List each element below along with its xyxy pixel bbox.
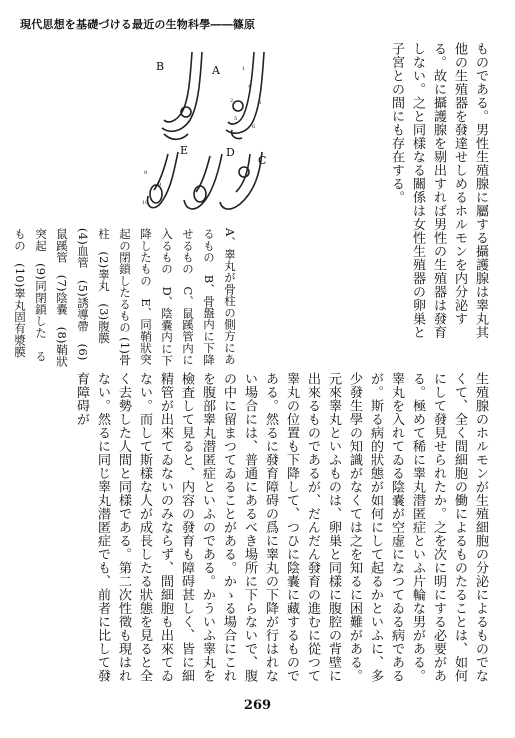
- figure-numbers: [142, 66, 261, 206]
- upper-body-text: ものである。男性生殖腺に屬する攝護腺は睾丸其他の生殖器を發達せしめるホルモンを内分泌する。故に攝護腺を剔出すれば男性の生殖器は發育しない。之と同樣なる關係は女性生殖器の卵巣と子宮との間にも存在する。: [389, 42, 488, 339]
- figure-number-6: 6: [252, 124, 256, 130]
- page-number: 269: [243, 698, 272, 713]
- figure-strokes: [148, 52, 267, 209]
- figure-number-3: 3: [258, 100, 262, 106]
- running-header: 現代思想を基礎づける最近の生物科學――篠原: [20, 18, 256, 31]
- caption-legend: (1)骨柱 (2)睾丸 (3)腹膜 (4)血管 (5)誘導帶 (6)鼠蹊管 (7)陰嚢 (8)鞘狀突起 (9)同閉鎖した るもの (10)睾丸固有漿膜: [13, 228, 132, 368]
- figure-number-9: 9: [158, 182, 162, 188]
- figure-number-2: 2: [230, 98, 234, 104]
- figure-label-a: A: [212, 64, 220, 77]
- figure-label-d: D: [226, 146, 235, 159]
- figure-label-c: C: [258, 154, 267, 167]
- figure-number-8: 8: [144, 170, 148, 176]
- figure-caption: [13, 228, 240, 368]
- figure-number-10: 10: [142, 200, 149, 206]
- figure-number-4: 4: [248, 84, 252, 90]
- figure-number-5: 5: [234, 116, 238, 122]
- figure-label-e: E: [180, 144, 189, 157]
- figure-letters: [156, 60, 266, 167]
- lower-body-text: 生殖腺のホルモンが生殖細胞の分泌によるものでなくて、全く間細胞の働によるものたることは、如何にして發見せられたか。之を次に明にする必要がある。極めて稀に睾丸潜匿症といふ片輪な男がある。睾丸を入れてゐる陰嚢が空虚になつてゐる病であるが。斯る病的狀態が如何にして起るかといふに、多少發生學の知識がなくては之を知るに困難がある。元來睾丸といふものは、卵巣と同樣に腹腔の背壁に出來るものであるが、だんだん發育の進むに從つて睾丸の位置も下降して、つひに陰嚢に藏するものである。然るに發育障碍の爲に睾丸の下降が行はれない場合には、普通にあるべき場所に下らないで、腹の中に留まつてゐることがある。かゝる場合にこれを腹部睾丸潜匿症といふのである。かういふ睾丸を檢査して見ると、内容の發育も障碍甚しく、皆に細精管が出來てゐないのみならず、間細胞も出來てゐない。而して斯樣な人が成長したる狀態を見ると全く去勢した人間と同樣である。第二次性徵も現はれない。然るに同じ睾丸潜匿症でも、前者に比して發育障碍が: [74, 372, 488, 683]
- figure-label-b: B: [156, 60, 165, 73]
- caption-intro: A、睾丸が骨柱の側方にあるもの B、骨盤内に下降せるもの C、鼠蹊管内に入るもの D、陰嚢内に下降したもの E、同鞘狀突起の閉鎖したるもの: [118, 228, 237, 367]
- anatomical-figure: [142, 44, 270, 224]
- figure-number-1: 1: [242, 66, 246, 72]
